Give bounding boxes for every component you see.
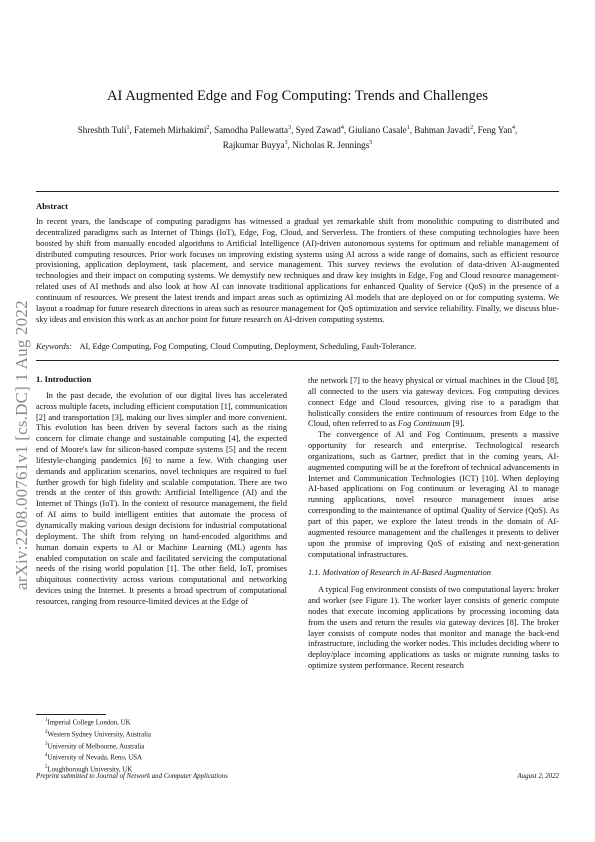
author-name: Bahman Javadi (414, 125, 471, 136)
intro-paragraph-1-continued (308, 376, 559, 430)
author-name: Fatemeh Mirhakimi (134, 125, 207, 136)
footnote-text: Loughborough University, UK (47, 766, 133, 774)
keywords-label: Keywords: (36, 342, 72, 351)
intro-paragraph-1-cont-text: the network [7] to the heavy physical or virtual machines in the Cloud [8], all connected to the users via gateway devices. Fog computing devices connect Edge and Cloud resources, giving rise to a paradigm that holistically considers the entire continuum of resources from Edge to the Cloud, often referred to as (308, 376, 559, 429)
abstract-heading: Abstract (36, 201, 68, 211)
footnote-rule (36, 714, 106, 715)
footnote-text: Imperial College London, UK (47, 719, 131, 727)
footnote-text: University of Melbourne, Australia (47, 742, 145, 750)
footnote-text: Western Sydney University, Australia (47, 731, 151, 739)
author-affiliation-mark: 4 (340, 125, 344, 131)
author-affiliation-mark: 3 (284, 140, 288, 147)
author-name: Nicholas R. Jennings (292, 140, 370, 151)
author-name: Giuliano Casale (348, 125, 407, 136)
intro-paragraph-1: In the past decade, the evolution of our digital lives has accelerated across multiple facets, including efficient computation [1], communication [2] and transportation [3], making our lives simpler and more convenient. This evolution has been driven by several factors such as the rising concern for climate change and sustainable computing [4], the expected end of Moore's law for silicon-based compute systems [5] and the recent lifestyle-changing pandemics [6] to name a few. With changing user demands and application scenarios, novel techniques are required to fuel further growth for high fidelity and scalable computation. There are two trends at the center of this growth: Artificial Intelligence (AI) and the Internet of Things (IoT). In the context of resource management, the field of AI aims to build intelligent entities that automate the process of dynamically making various design decisions for industrial computational deployment. The shift from relying on hand-encoded algorithms and human domain experts to AI or Machine Learning (ML) agents has enabled computation on scale and facilitated servicing the computational needs of the rising world population [1]. The other field, IoT, promises ubiquitous connectivity across various computational and networking devices using the Internet. It presents a broad spectrum of computational resources, ranging from resource-limited devices at the Edge of (36, 390, 287, 606)
affiliation-footnotes (45, 716, 151, 775)
footnote-item (45, 716, 151, 728)
fog-continuum-term: Fog Continuum (397, 419, 451, 429)
author-affiliation-mark: 1 (126, 125, 130, 131)
section-heading: 1. Introduction (36, 374, 92, 384)
footnote-number: 2 (45, 729, 48, 735)
footnote-item (45, 728, 151, 740)
author-affiliation-mark: 5 (369, 140, 373, 147)
paper-title: AI Augmented Edge and Fog Computing: Trends and Challenges (106, 88, 489, 104)
abstract-text: In recent years, the landscape of computing paradigms has witnessed a gradual yet remarkable shift from monolithic computing to distributed and decentralized paradigms such as Internet of Things (IoT), Edge, Fog, Cloud, and Serverless. The frontiers of these computing technologies have been boosted by shift from manually encoded algorithms to Artificial Intelligence (AI)-driven autonomous systems for optimum and reliable management of distributed computing resources. Prior work focuses on improving existing systems using AI across a wide range of domains, such as efficient resource provisioning, application deployment, task placement, and service management. This survey reviews the evolution of data-driven AI-augmented technologies and their impact on computing systems. We demystify new techniques and draw key insights in Edge, Fog and Cloud resource management-related uses of AI methods and also look at how AI can innovate traditional applications for enhanced Quality of Service (QoS) in the presence of a continuum of resources. We present the latest trends and impact areas such as optimizing AI models that are deployed on or for computing systems. We layout a roadmap for future research directions in areas such as resource management for QoS optimization and service reliability. Finally, we discuss blue-sky ideas and envision this work as an anchor point for future research on AI-driven computing systems. (36, 217, 559, 324)
footnote-number: 1 (45, 718, 48, 723)
right-column (308, 376, 559, 672)
abstract-top-rule (36, 191, 559, 192)
via-term: via (435, 617, 446, 627)
author-affiliation-mark: 4 (512, 125, 515, 131)
author-affiliation-mark: 2 (470, 125, 474, 131)
subsection-heading: 1.1. Motivation of Research in AI-Based Augmentation (308, 568, 491, 578)
keywords (36, 342, 559, 351)
author-name: Shreshth Tuli (77, 125, 127, 136)
keywords-text: AI, Edge Computing, Fog Computing, Cloud Computing, Deployment, Scheduling, Fault-Tolerance. (79, 342, 417, 351)
author-affiliation-mark: 2 (206, 125, 210, 131)
footnote-number: 4 (45, 753, 48, 759)
motivation-text-a: A typical Fog environment consists of two computational layers: broker and worker (see Figure 1). The worker layer consists of generic compute nodes that execute incoming applications by processing incoming data from the users and return the results (308, 585, 559, 627)
footnote-item (45, 740, 151, 752)
left-column (36, 374, 287, 608)
footnote-text: University of Nevada, Reno, USA (47, 754, 143, 762)
footer-date: August 2, 2022 (517, 773, 559, 780)
motivation-text-b: gateway devices [8]. The broker layer consists of compute nodes that monitor and manage the back-end infrastructure, including the worker nodes. This includes deciding where to deploy/place incoming applications as tasks or migrate running tasks to optimize system performance. Recent research (308, 617, 559, 671)
author-list: Shreshth Tuli$^1$, Fatemeh Mirhakimi$^2$, Samodha Pallewatta$^3$, Syed Zawad$^4$, Giuliano Casale$^1$, Bahman Javadi$^2$, Feng Yan$^4$, Rajkumar Buyya$^3$, Nicholas R. Jennings$^5$ (77, 125, 518, 151)
author-affiliation-mark: 3 (288, 125, 292, 131)
intro-paragraph-1-end: [9]. (450, 419, 465, 429)
footnote-number: 3 (45, 741, 48, 747)
footer-journal-note: Preprint submitted to Journal of Network and Computer Applications (36, 773, 228, 780)
intro-paragraph-2: The convergence of AI and Fog Continuum, presents a massive opportunity for research and enterprise. Technological research organizations, such as Gartner, predict that in the coming years, AI-augmented computing will be at the forefront of technical advancements in Internet and Communication Technologies (ICT) [10]. When deploying AI-based applications on Fog continuum or leveraging AI to manage running applications, novel resource management issues arise corresponding to the maintenance of optimal Quality of Service (QoS). As part of this paper, we explore the latest trends in the domain of AI-augmented resource management and the challenges it presents to deliver upon the promise of improving QoS of existing and next-generation computational infrastructures. (308, 430, 559, 559)
arxiv-identifier[interactable]: arXiv:2208.00761v1 [cs.DC] 1 Aug 2022 (12, 300, 31, 590)
footnote-number: 5 (45, 765, 48, 771)
author-name: Samodha Pallewatta (214, 125, 289, 136)
abstract-bottom-rule (36, 360, 559, 361)
footnote-item (45, 751, 151, 763)
author-affiliation-mark: 1 (406, 125, 410, 131)
author-name: Syed Zawad (295, 125, 341, 136)
author-name: Feng Yan (477, 125, 512, 136)
motivation-paragraph (308, 585, 559, 672)
author-name: Rajkumar Buyya (222, 140, 285, 151)
